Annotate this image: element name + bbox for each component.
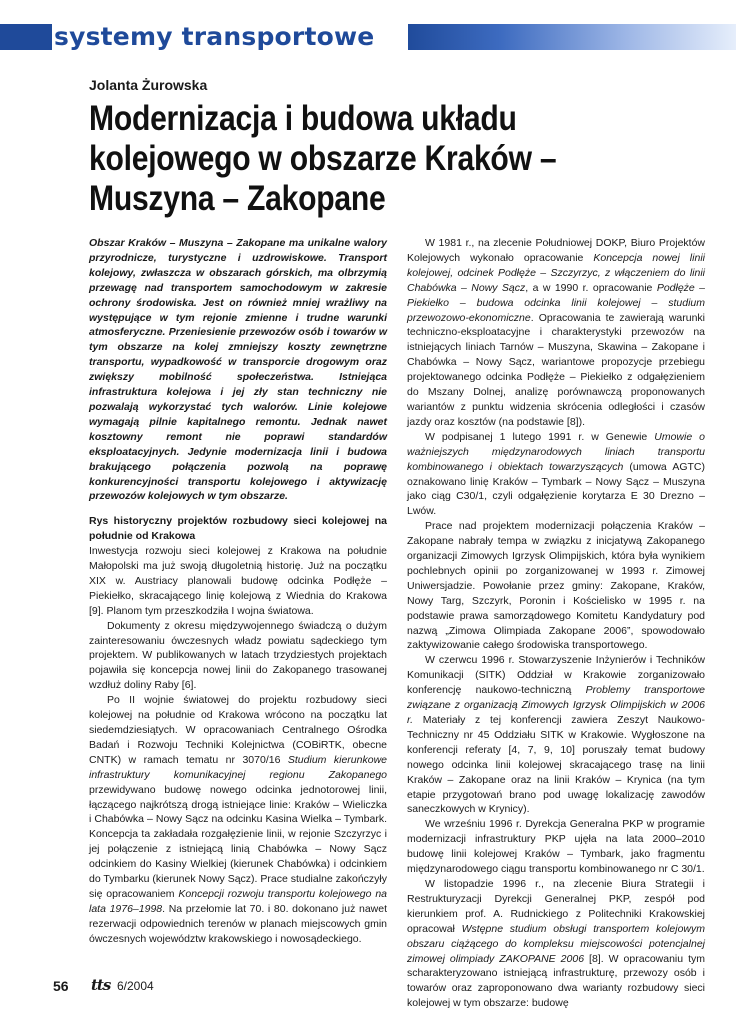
- text-run: (umowa AGTC) oznakowano linię Kraków – Tymbark – Nowy Sącz – Muszyna jako ciąg C30/1, czyli odgałęzienie korytarza E 30 Drezno – Lwów.: [407, 460, 705, 518]
- italic-title: Koncepcji rozwoju transportu kolejowego na lata 1976–1998: [89, 887, 387, 915]
- left-column: [89, 236, 387, 947]
- text-run: przewidywano budowę nowego odcinka jednotorowej linii, łączącego najkrótszą drogą istniejące linie: Kraków – Wieliczka i Chabówka – Nowy Sącz na odcinku Kasina Wielka – Tymbark. Koncepcja ta zakładała rozgałęzienie linii, w rejonie Szczyrzyc i jej połączenie z istniejącą linią Chabówka – Nowy Sącz odcinkiem do Kasiny Wielkiej (kierunek Chabówka) i odcinkiem do Tymbarku (kierunek Nowy Sącz). Prace studialne zakończyły się opracowaniem: [89, 783, 388, 900]
- text-run: Po II wojnie światowej do projektu rozbudowy sieci kolejowej na południe od Krakowa wrócono na początku lat siedemdziesiątych. W opracowaniach Centralnego Ośrodka Badań i Rozwoju Techniki Kolejnictwa (COBiRTK, obecne CNTK) w ramach tematu nr 3070/16: [89, 694, 387, 766]
- paragraph: [407, 236, 705, 430]
- page-number: 56: [53, 978, 69, 994]
- journal-logo: tts: [91, 976, 111, 994]
- text-run: W listopadzie 1996 r., na zlecenie Biura Strategii i Restrukturyzacji Dyrekcji Generalnej PKP, zespół pod kierunkiem prof. A. Rudnickiego z Politechniki Krakowskiej opracował: [407, 877, 705, 935]
- paragraph: [407, 653, 705, 817]
- paragraph: We wrześniu 1996 r. Dyrekcja Generalna PKP w programie modernizacji infrastruktury PKP ujęła na lata 2000–2010 budowę linii kolejowej Kraków – Tymbark, jako fragmentu międzynarodowego ciągu transportu kombinowanego nr C 30/1.: [407, 818, 705, 876]
- text-run: . Na przełomie lat 70. i 80. dokonano już nawet rezerwacji odpowiednich terenów w planach miejscowych gmin ówczesnych województw krakowskiego i nowosądeckiego.: [89, 902, 388, 945]
- text-run: . Opracowania te zawierają warunki techniczno-eksploatacyjne i charakterystyki przewozów na istniejących liniach Tarnów – Muszyna, Skawina – Zakopane i Chabówka – Nowy Sącz, wariantowe propozycje przebiegu projektowanego odcinka Podłęże – Piekiełko z odgałęzieniem do Mszany Dolnej, analizę porównawczą proponowanych wariantów z punktu widzenia skrócenia odległości i czasów jazdy oraz kosztów (na podstawie [8]).: [407, 311, 705, 428]
- italic-title: Wstępne studium obsługi transportem kolejowym obszaru ciążącego do kompleksu miejscowości potencjalnej zimowej olimpiady ZAKOPANE 2006: [407, 922, 705, 965]
- article-title: Modernizacja i budowa układu kolejowego w obszarze Kraków – Muszyna – Zakopane: [89, 99, 557, 218]
- italic-title: Studium kierunkowe infrastruktury komunikacyjnej regionu Zakopanego: [89, 753, 387, 781]
- paragraph: Inwestycja rozwoju sieci kolejowej z Krakowa na południe Małopolski ma już swoją długoletnią historię. Już na początku XIX w. Austriacy planowali budowę odcinka Podłęże – Piekiełko, skracającego linię kolejową z Wiednia do Krakowa [9]. Planom tym przeszkodziła I wojna światowa.: [89, 545, 387, 617]
- right-column: [407, 236, 705, 1011]
- section-title: systemy transportowe: [54, 22, 375, 51]
- italic-title: Problemy transportowe związane z organizacją Zimowych Igrzysk Olimpijskich w 2006 r.: [407, 684, 705, 726]
- text-run: Materiały z tej konferencji zawiera Zeszyt Naukowo-Techniczny nr 45 Oddziału SITK w Krakowie. Wygłoszone na konferencji referaty [4, 7, 9, 10] poruszały temat budowy nowego odcinka linii kolejowej skracającego trasę na linii Kraków – Zakopane oraz na linii Kraków – Krynica (na tym etapie przygotowań brano pod uwagę lokalizację zawodów saneczkowych w Krynicy).: [407, 714, 705, 816]
- italic-title: Koncepcja nowej linii kolejowej, odcinek Podłęże – Szczyrzyc, z włączeniem do linii Chabówka – Nowy Sącz: [407, 251, 705, 294]
- section-subheading: Rys historyczny projektów rozbudowy sieci kolejowej na południe od Krakowa: [89, 515, 387, 543]
- text-run: W czerwcu 1996 r. Stowarzyszenie Inżynierów i Techników Komunikacji (SITK) Oddział w Krakowie zorganizowało konferencję naukowo-techniczną: [407, 654, 705, 697]
- issue-number: 6/2004: [117, 979, 154, 993]
- article-lead: Obszar Kraków – Muszyna – Zakopane ma unikalne walory przyrodnicze, turystyczne i uzdrowiskowe. Transport kolejowy, zwłaszcza w obszarach górskich, ma olbrzymią przewagę nad transportem samochodowym w zakresie ochrony środowiska. Jest on również mniej wrażliwy na występujące w tym rejonie zmienne i trudne warunki atmosferyczne. Przeniesienie przewozów osób i towarów w tym obszarze na kolej zmniejszy koszty zewnętrzne transportu, wypadkowość w transporcie drogowym oraz zwiększy mobilność społeczeństwa. Istniejąca infrastruktura kolejowa i jej zły stan techniczny nie pozwalają wykorzystać tych walorów. Linie kolejowe wymagają pilnie kapitalnego remontu. Jednak nawet kosztowny remont nie poprawi standardów eksploatacyjnych. Jedynie modernizacja linii i budowa brakującego połączenia pozwolą na poprawę konkurencyjności transportu kolejowego i aktywizację przewozów kolejowych w tym obszarze.: [89, 237, 387, 503]
- paragraph: [89, 693, 387, 946]
- paragraph: Dokumenty z okresu międzywojennego świadczą o dużym zainteresowaniu ówczesnych władz powiatu sądeckiego tym projektem. W publikowanych w latach trzydziestych projektach pojawiła się koncepcja nowej linii do Zakopanego trasowanej wzdłuż doliny Raby [6].: [89, 619, 387, 692]
- paragraph: [407, 877, 705, 1011]
- text-run: , a w 1990 r. opracowanie: [525, 281, 657, 294]
- article-author: Jolanta Żurowska: [89, 77, 208, 93]
- text-run: W 1981 r., na zlecenie Południowej DOKP, Biuro Projektów Kolejowych wykonało opracowanie: [407, 237, 705, 264]
- paragraph: Prace nad projektem modernizacji połączenia Kraków – Zakopane nabrały tempa w związku z inicjatywą Zakopanego organizacji Zimowych Igrzysk Olimpijskich, która była wynikiem pochlebnych opinii po zorganizowanej w 1993 r. Zimowej Uniwersjadzie. Powołanie przez gminy: Zakopane, Kraków, Nowy Targ, Szczyrk, Poronin i Kościelisko w 1995 r. na podstawie prawa samorządowego Komitetu Kandydatury pod nazwą „Zimowa Olimpiada Zakopane 2006”, spowodowało zaktywizowanie całego środowiska transportowego.: [407, 520, 705, 652]
- text-run: [8]. W opracowaniu tym scharakteryzowano istniejącą infrastrukturę, przewozy osób i towarów oraz zaproponowano dwa warianty rozbudowy sieci kolejowej w tym obszarze: budowę: [407, 952, 706, 1010]
- paragraph: [407, 430, 705, 519]
- italic-title: Umowie o ważniejszych międzynarodowych liniach transportu kombinowanego i obiektach towarzyszących: [407, 430, 705, 473]
- italic-title: Podłęże – Piekiełko – budowa odcinka linii kolejowej – studium przewozowo-ekonomiczne: [407, 281, 706, 324]
- text-run: W podpisanej 1 lutego 1991 r. w Genewie: [425, 430, 655, 443]
